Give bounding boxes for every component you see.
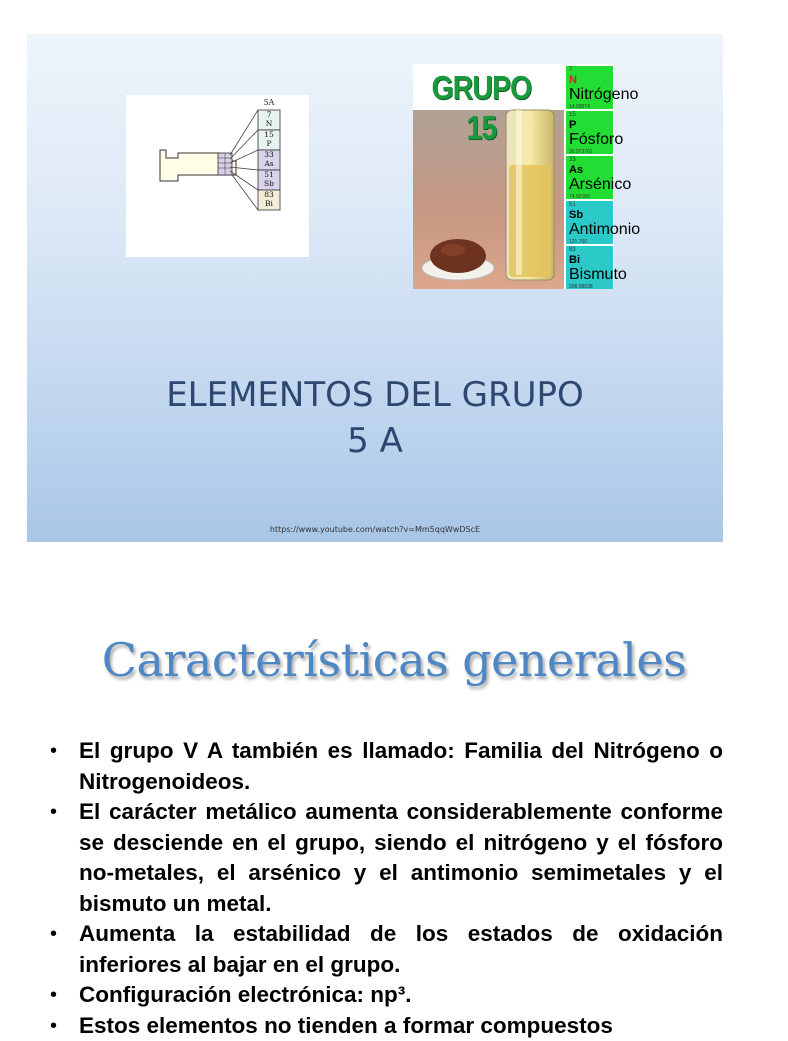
element-symbol: P [569,119,610,131]
list-item [50,1011,723,1041]
ptable-cell-symbol: Sb [258,179,280,188]
element-mass: 208.98038 [569,284,610,290]
ptable-cell-n [258,110,280,130]
element-name: Bismuto [569,266,627,283]
element-card-as [566,156,613,199]
slide-title [27,372,723,464]
element-number: 51 [569,202,610,209]
title-slide [27,34,723,542]
periodic-table-diagram [126,95,309,257]
element-card-bi [566,246,613,289]
ptable-cell-number: 7 [258,110,280,119]
group-15-image [413,64,614,289]
ptable-cell-p [258,130,280,150]
element-symbol: Sb [569,209,610,221]
element-name: Fósforo [569,131,623,148]
list-item [50,736,723,797]
list-item-text: El grupo V A también es llamado: Familia del Nitrógeno o Nitrogenoideos. [79,738,723,794]
element-mass: 74.92160 [569,194,610,200]
slide-title-line1: ELEMENTOS DEL GRUPO [27,372,723,418]
element-symbol: As [569,164,610,176]
list-item [50,919,723,980]
element-mass: 14.00674 [569,104,610,110]
element-number: 15 [569,112,610,119]
slide-title-line2: 5 A [27,418,723,464]
bullet-marker: • [50,797,57,828]
ptable-cell-as [258,150,280,170]
bullet-marker: • [50,736,57,767]
list-item-text: Aumenta la estabilidad de los estados de oxidación inferiores al bajar en el grupo. [79,921,723,977]
source-url: https://www.youtube.com/watch?v=Mm5qqWwDScE [27,525,723,534]
ptable-cell-number: 33 [258,150,280,159]
section-heading: Características generales [0,625,788,695]
element-mass: 30.973761 [569,149,610,155]
list-item-text: Estos elementos no tienden a formar compuestos [79,1013,613,1038]
list-item [50,980,723,1011]
element-card-p [566,111,613,154]
element-mass: 121.760 [569,239,610,245]
element-card-sb [566,201,613,244]
element-number: 33 [569,157,610,164]
list-item [50,797,723,919]
bullet-marker: • [50,1011,57,1041]
element-number: 83 [569,247,610,254]
element-number: 7 [569,67,610,74]
list-item-text: El carácter metálico aumenta considerablemente conforme se desciende en el grupo, siendo el nitrógeno y el fósforo no-metales, el arsénico y el antimonio semimetales y el bismuto un metal. [79,799,723,916]
ptable-cell-number: 51 [258,170,280,179]
ptable-cell-symbol: Bi [258,199,280,208]
ptable-cell-symbol: P [258,139,280,148]
ptable-cell-symbol: As [258,159,280,168]
ptable-cell-number: 15 [258,130,280,139]
ptable-cell-sb [258,170,280,190]
element-name: Antimonio [569,221,640,238]
element-symbol: N [569,74,610,86]
ptable-cell-bi [258,190,280,210]
bullet-marker: • [50,919,57,950]
ptable-cell-number: 83 [258,190,280,199]
characteristics-list [50,736,723,1041]
element-name: Arsénico [569,176,631,193]
group-15-title: GRUPO 15 [419,68,544,108]
list-item-text: Configuración electrónica: np³. [79,982,412,1007]
element-name: Nitrógeno [569,86,638,103]
bullet-marker: • [50,980,57,1011]
element-symbol: Bi [569,254,610,266]
ptable-group-label: 5A [258,98,280,107]
element-card-n [566,66,613,109]
ptable-cell-symbol: N [258,119,280,128]
